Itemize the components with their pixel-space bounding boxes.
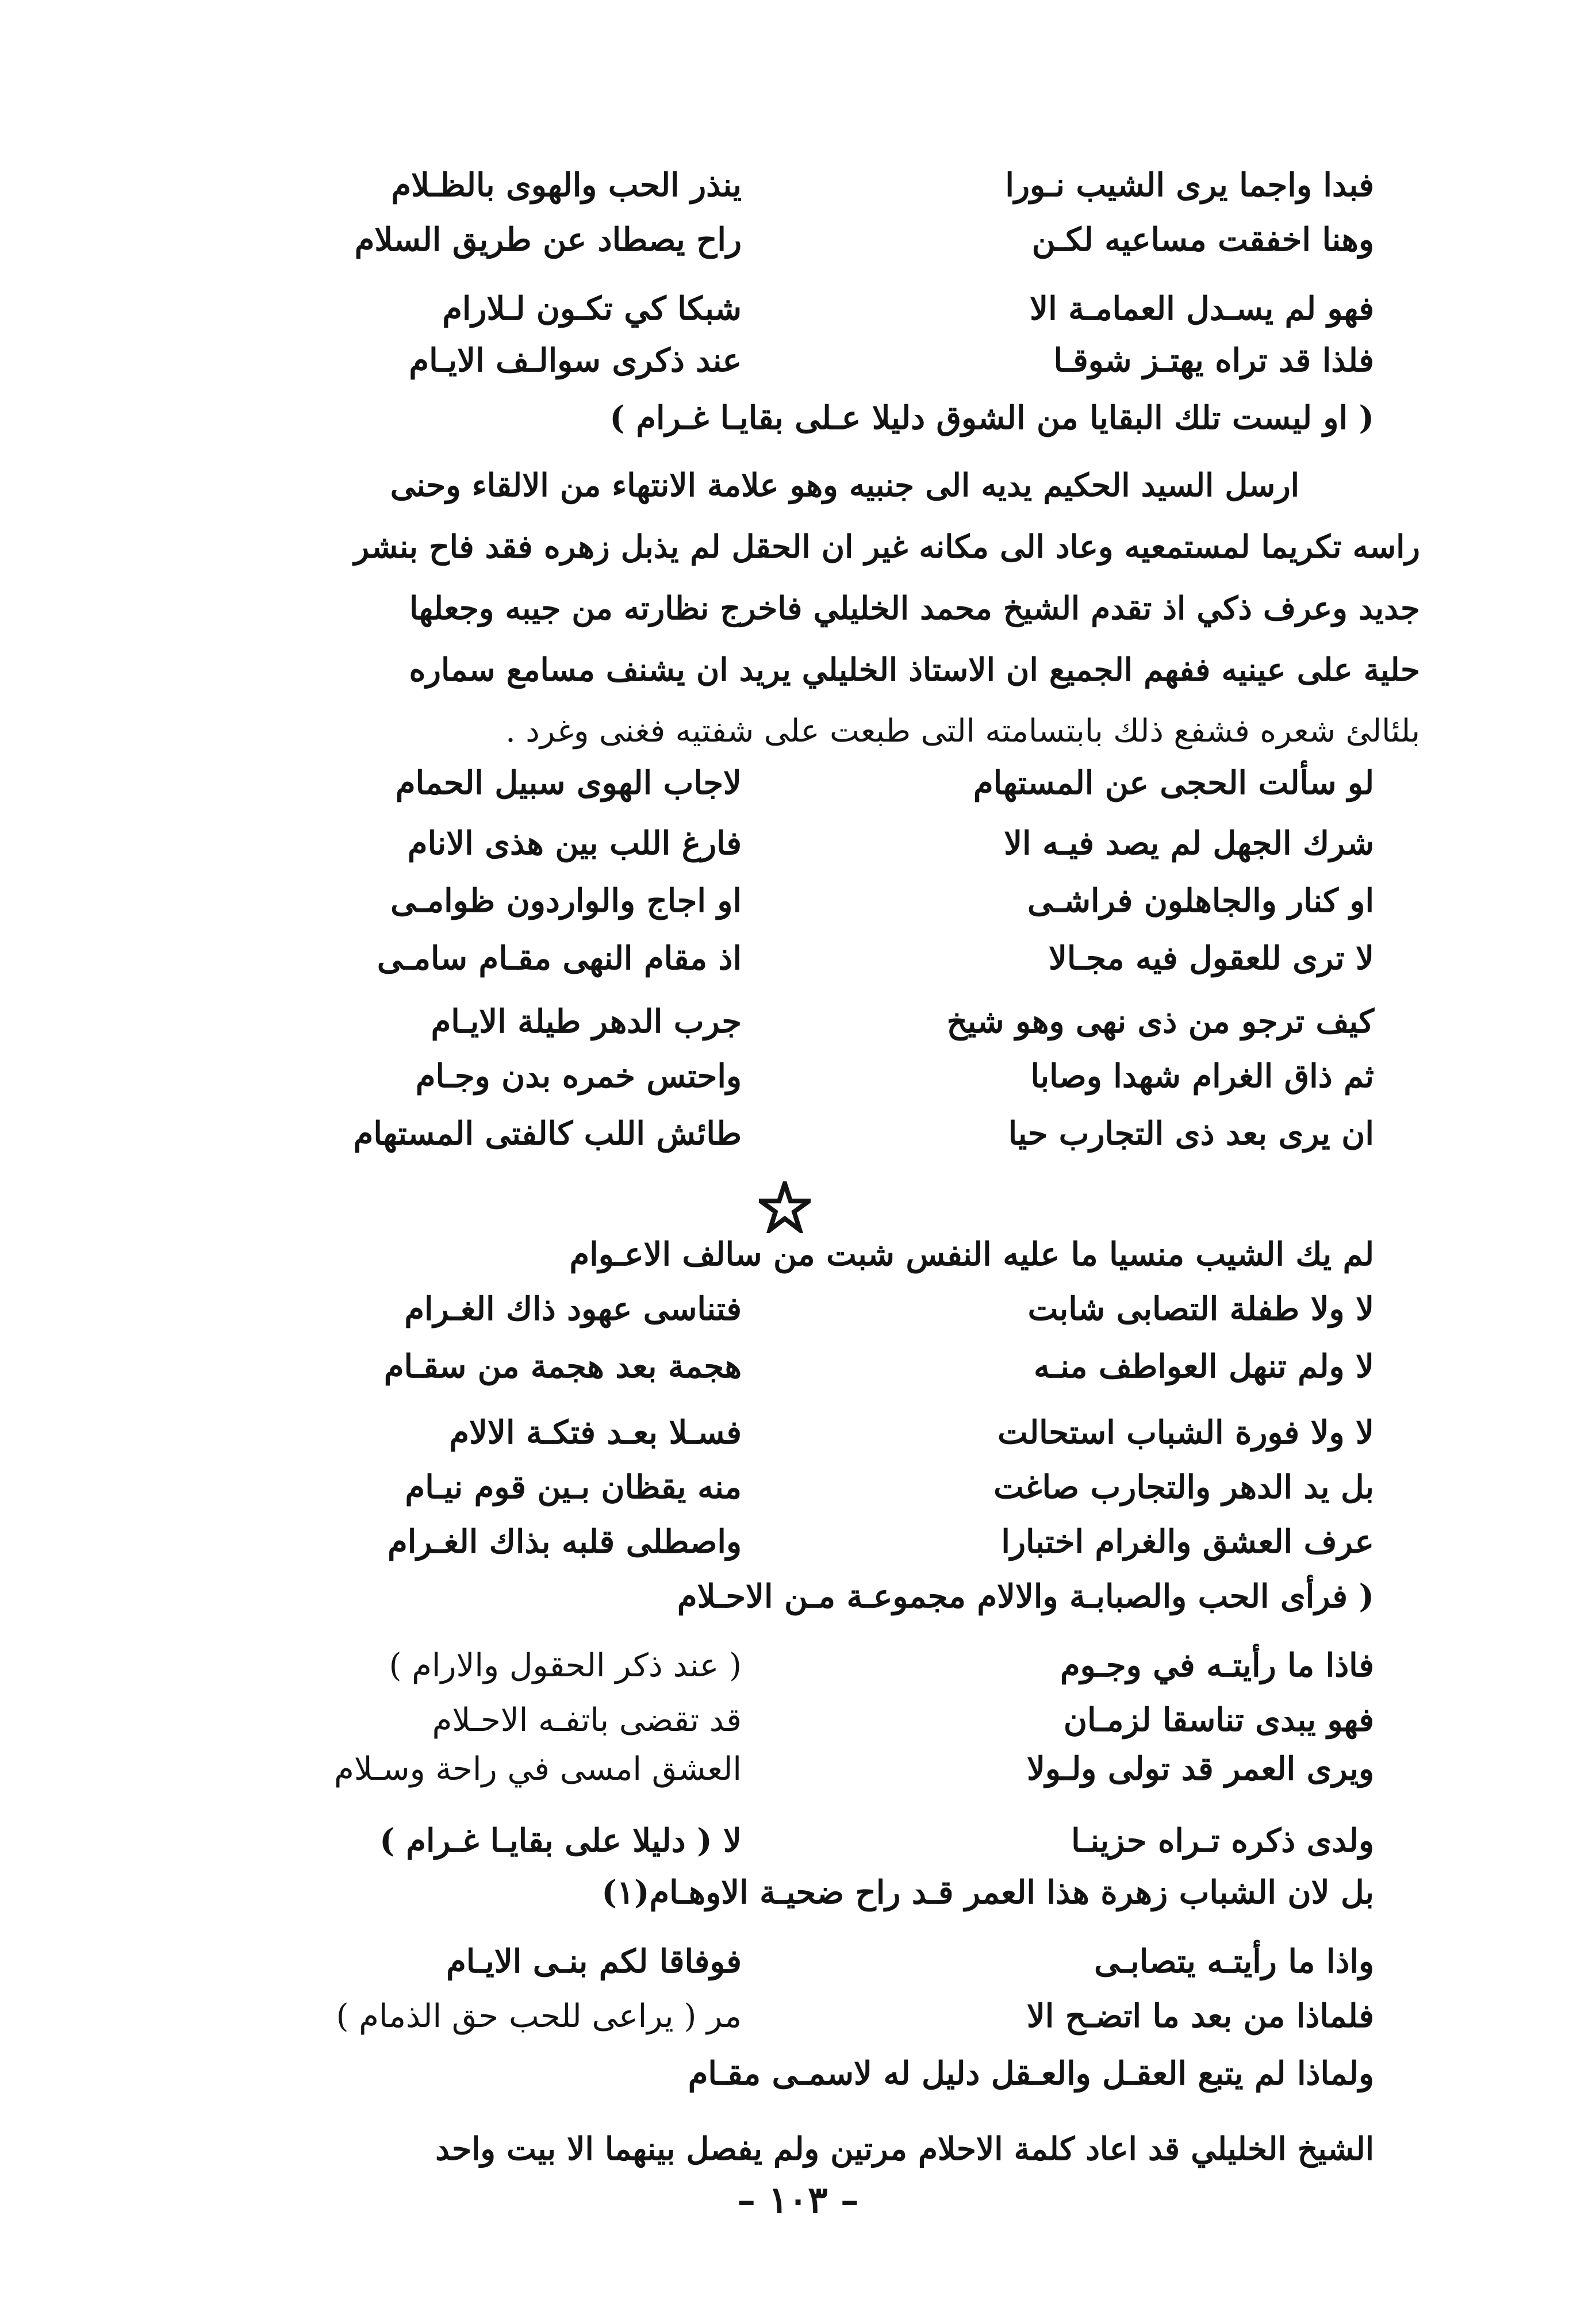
verse-4-2 — [190, 1693, 1374, 1748]
hemistich-left: مر ( يراعى للحب حق الذمام ) — [336, 1998, 742, 2035]
verse-4-5: بل لان الشباب زهرة هذا العمر قـد راح ضحيـة الاوهـام(١) — [601, 1873, 1374, 1911]
hemistich-left: واحتس خمره بدن وجـام — [415, 1057, 742, 1095]
verse-2-3 — [190, 874, 1374, 928]
hemistich-left: راح يصطاد عن طريق السلام — [354, 221, 742, 259]
verse-3-3 — [190, 1406, 1374, 1460]
hemistich-left: ( عند ذكر الحقول والارام ) — [389, 1647, 742, 1684]
hemistich-right: لا ولم تنهل العواطف منـه — [1034, 1347, 1374, 1385]
hemistich-right: لا ترى للعقول فيه مجـالا — [1048, 939, 1374, 977]
verse-4-3 — [190, 1742, 1374, 1796]
verse-2-6 — [190, 1049, 1374, 1104]
prose-line: ارسل السيد الحكيم يديه الى جنبيه وهو علامة الانتهاء من الالقاء وحنى — [390, 466, 1299, 504]
verse-1-4 — [190, 333, 1374, 388]
hemistich-left: طائش اللب كالفتى المستهام — [353, 1115, 742, 1153]
verse-5-1 — [190, 1934, 1374, 1989]
verse-1-3 — [190, 282, 1374, 336]
hemistich-left: منه يقظان بـين قوم نيـام — [405, 1468, 742, 1506]
hemistich-left: عند ذكرى سوالـف الايـام — [409, 341, 742, 379]
verse-1-closing: ( او ليست تلك البقايا من الشوق دليلا عـلى بقايـا غـرام ) — [609, 399, 1374, 437]
prose-paragraph — [144, 454, 1420, 762]
prose-line: حلية على عينيه ففهم الجميع ان الاستاذ الخليلي يريد ان يشنف مسامع سماره — [409, 651, 1420, 688]
hemistich-right: كيف ترجو من ذى نهى وهو شيخ — [946, 1003, 1374, 1041]
verse-2-2 — [190, 816, 1374, 871]
verse-3-6: ( فرأى الحب والصبابـة والالام مجموعـة مـن الاحـلام — [677, 1577, 1374, 1615]
hemistich-left: او اجاج والواردون ظوامـى — [390, 882, 742, 920]
verse-3-1 — [190, 1282, 1374, 1337]
hemistich-right: فهو لم يسـدل العمامـة الا — [1030, 290, 1374, 328]
hemistich-left: ينذر الحب والهوى بالظـلام — [391, 166, 742, 204]
verse-1-2 — [190, 213, 1374, 267]
hemistich-right: لا ولا طفلة التصابى شابت — [1027, 1290, 1374, 1328]
verse-4-1 — [190, 1638, 1374, 1693]
hemistich-right: فلماذا من بعد ما اتضـح الا — [1026, 1997, 1374, 2035]
hemistich-right: شرك الجهل لم يصد فيـه الا — [1004, 824, 1374, 862]
hemistich-right: ان يرى بعد ذى التجارب حيا — [1008, 1115, 1374, 1153]
verse-3-4 — [190, 1460, 1374, 1515]
verse-5-3: ولماذا لم يتبع العقـل والعـقل دليل له لاسمـى مقـام — [688, 2055, 1374, 2093]
prose-line: راسه تكريما لمستمعيه وعاد الى مكانه غير ان الحقل لم يذبل زهره فقد فاح بنشر — [354, 528, 1420, 565]
verse-3-2 — [190, 1339, 1374, 1394]
verse-4-4 — [190, 1814, 1374, 1868]
hemistich-left: فارغ اللب بين هذى الانام — [407, 824, 742, 862]
hemistich-left: هجمة بعد هجمة من سقـام — [383, 1347, 742, 1385]
hemistich-right: فلذا قد تراه يهتـز شوقـا — [1053, 341, 1374, 379]
hemistich-right: فبدا واجما يرى الشيب نـورا — [1005, 166, 1374, 204]
verse-2-1 — [190, 756, 1374, 811]
hemistich-right: فهو يبدى تناسقا لزمـان — [1063, 1701, 1374, 1739]
verse-3-5 — [190, 1515, 1374, 1569]
hemistich-left: جرب الدهر طيلة الايـام — [431, 1003, 742, 1041]
hemistich-left: فوفاقا لكم بنـى الايـام — [446, 1942, 742, 1980]
hemistich-left: لاجاب الهوى سبيل الحمام — [395, 764, 742, 802]
hemistich-left: قد تقضى باتفـه الاحـلام — [432, 1702, 742, 1739]
verse-2-7 — [190, 1107, 1374, 1161]
verse-5-2 — [190, 1989, 1374, 2044]
hemistich-right: وهنا اخفقت مساعيه لكـن — [1031, 221, 1374, 259]
hemistich-left: فتناسى عهود ذاك الغـرام — [404, 1290, 742, 1328]
hemistich-left: لا ( دليلا على بقايـا غـرام ) — [379, 1822, 742, 1860]
verse-2-5 — [190, 995, 1374, 1049]
hemistich-left: العشق امسى في راحة وسـلام — [334, 1750, 742, 1788]
hemistich-right: واذا ما رأيتـه يتصابـى — [1094, 1942, 1374, 1980]
hemistich-right: بل يد الدهر والتجارب صاغت — [993, 1468, 1374, 1506]
hemistich-right: ولدى ذكره تـراه حزينـا — [1071, 1822, 1374, 1860]
footnote: الشيخ الخليلي قد اعاد كلمة الاحلام مرتين ولم يفصل بينهما الا بيت واحد — [435, 2130, 1374, 2167]
hemistich-left: اذ مقام النهى مقـام سامـى — [377, 939, 742, 977]
page-number: – ١٠٣ – — [737, 2179, 859, 2222]
hemistich-left: شبكا كي تكـون لـلارام — [442, 290, 742, 328]
hemistich-left: واصطلى قلبه بذاك الغـرام — [388, 1523, 742, 1561]
prose-line: بلئالئ شعره فشفع ذلك بابتسامته التى طبعت على شفتيه فغنى وغرد . — [505, 712, 1420, 749]
hemistich-right: لا ولا فورة الشباب استحالت — [998, 1414, 1374, 1452]
hemistich-right: لو سألت الحجى عن المستهام — [973, 764, 1374, 802]
hemistich-right: ثم ذاق الغرام شهدا وصابا — [1030, 1057, 1374, 1095]
hemistich-right: او كنار والجاهلون فراشـى — [1027, 882, 1374, 920]
hemistich-right: ويرى العمر قد تولى ولـولا — [1026, 1750, 1374, 1788]
hemistich-right: فاذا ما رأيتـه في وجـوم — [1060, 1646, 1374, 1684]
verse-3-opening: لم يك الشيب منسيا ما عليه النفس شبت من سالف الاعـوام — [569, 1235, 1374, 1273]
hemistich-left: فسـلا بعـد فتكـة الالام — [449, 1414, 742, 1452]
verse-2-4 — [190, 931, 1374, 986]
hemistich-right: عرف العشق والغرام اختبارا — [1001, 1523, 1374, 1561]
star-icon — [759, 1181, 811, 1233]
prose-line: جديد وعرف ذكي اذ تقدم الشيخ محمد الخليلي فاخرج نظارته من جيبه وجعلها — [409, 589, 1420, 627]
verse-1-1 — [190, 158, 1374, 213]
